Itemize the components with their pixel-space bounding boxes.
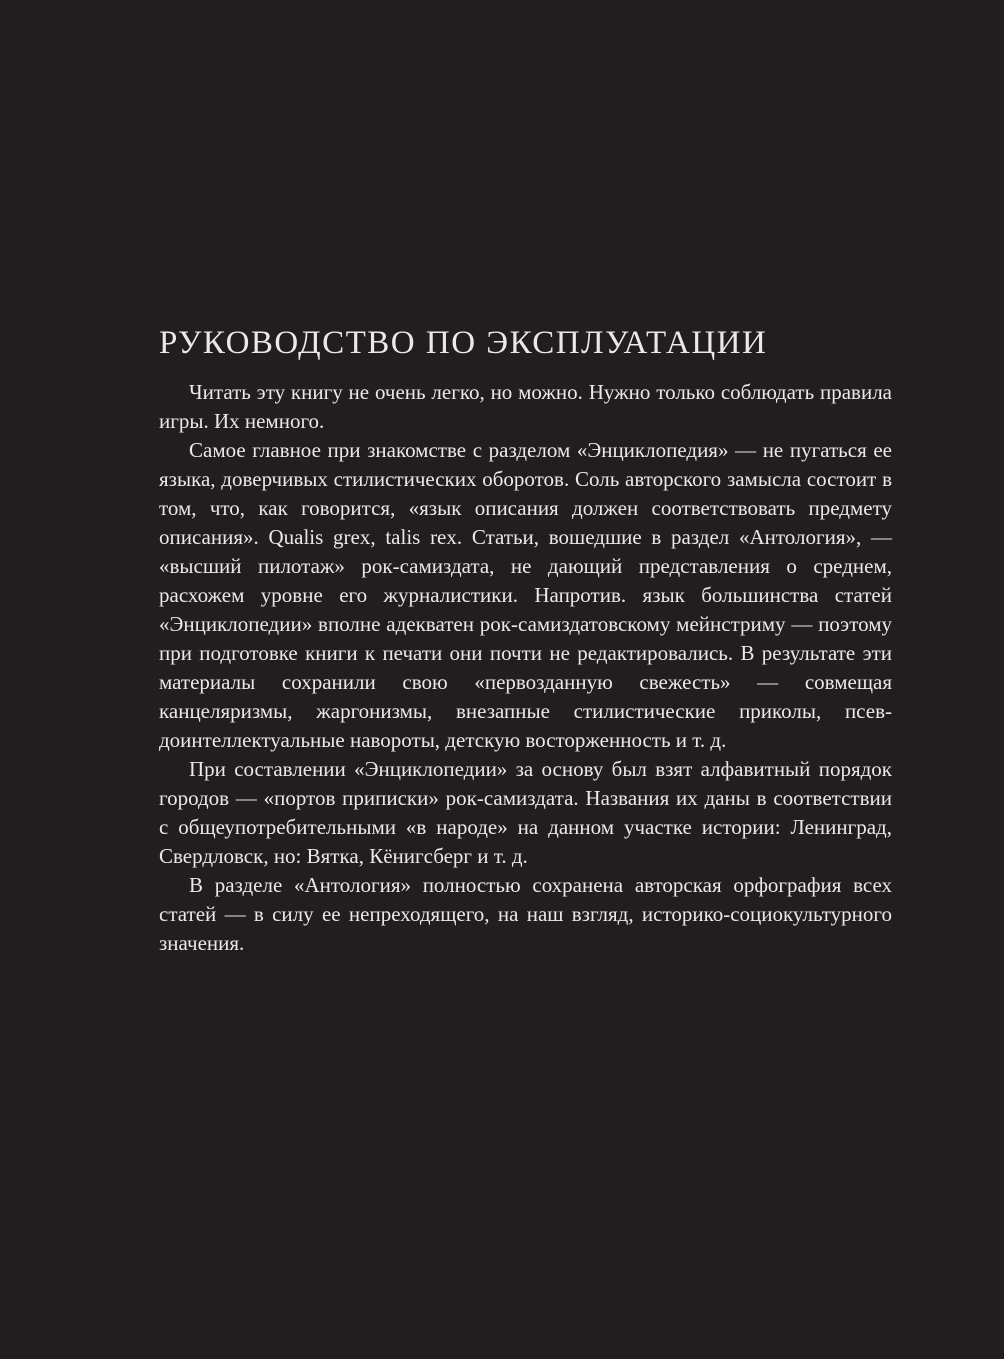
paragraph-intro: Читать эту книгу не очень легко, но можно. Нужно только соблюдать правила игры. Их немного. (159, 380, 892, 433)
paragraph-cities: При составлении «Энциклопедии» за основу был взят алфавитный порядок городов — «портов приписки» рок-самиздата. Названия их даны в соответствии с общеупотребительными «в народе» на данном участке истории: Ленинград, Свердловск, но: Вятка, Кёнигсберг и т. д. (159, 757, 892, 868)
paragraph-encyclopedia: Самое главное при знакомстве с разделом «Энциклопедия» — не пугаться ее языка, доверчивых стилистических оборотов. Соль авторского замысла состоит в том, что, как говорится, «язык описания должен соответствовать предмету описания». Qualis grex, talis rex. Статьи, вошедшие в раздел «Антология», — «высший пилотаж» рок-самиздата, не дающий представления о среднем, расхожем уровне его журналистики. Напротив. язык большинства статей «Энциклопедии» вполне адекватен рок-самиздатовскому мейнстриму — поэтому при подготовке книги к печати они почти не редактировались. В результате эти материалы сохранили свою «первозданную свежесть» — совмещая канцеляризмы, жаргонизмы, внезапные стилистические приколы, псевдоинтеллектуальные навороты, детскую восторженность и т. д. (159, 438, 892, 752)
page-title: РУКОВОДСТВО ПО ЭКСПЛУАТАЦИИ (159, 325, 768, 361)
paragraph-anthology: В разделе «Антология» полностью сохранена авторская орфография всех статей — в силу ее непреходящего, на наш взгляд, историко-социокультурного значения. (159, 873, 892, 955)
page-content (159, 320, 892, 958)
